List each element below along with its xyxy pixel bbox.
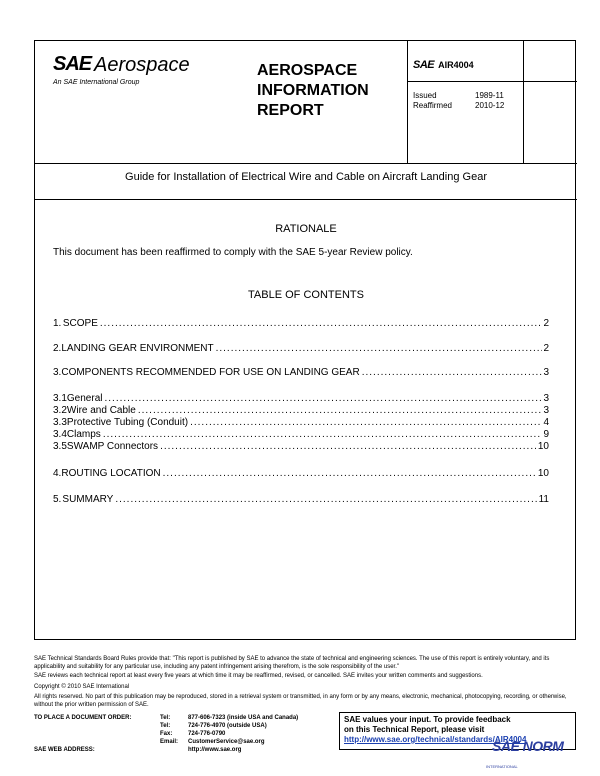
- toc-leader-dots: [160, 441, 537, 452]
- toc-entry-number: 3.3: [53, 417, 67, 428]
- sae-aerospace-logo: [35, 41, 243, 163]
- toc-entry[interactable]: [53, 343, 549, 354]
- toc-leader-dots: [362, 367, 543, 378]
- rationale-heading: RATIONALE: [275, 223, 337, 235]
- fax-label: Fax:: [160, 731, 173, 737]
- toc-leader-dots: [100, 318, 543, 329]
- toc-entry-page: 11: [538, 494, 549, 505]
- footer-rights-text: All rights reserved. No part of this publication may be reproduced, stored in a retrieval system or transmitted, in any form or by any means, electronic, mechanical, photocopying, recording, or otherwise, without the prior written permission of SAE.: [34, 694, 567, 708]
- document-number: [413, 59, 474, 71]
- footer-copyright: Copyright © 2010 SAE International: [34, 684, 130, 690]
- toc-entry[interactable]: [53, 494, 549, 505]
- web-link[interactable]: http://www.sae.org: [188, 747, 242, 753]
- toc-leader-dots: [115, 494, 537, 505]
- tel2-label: Tel:: [160, 723, 171, 729]
- toc-entry-page: 2: [543, 343, 549, 354]
- toc-entry[interactable]: [53, 367, 549, 378]
- toc-entry-label: Wire and Cable: [66, 405, 136, 416]
- logo-sae-text: SAE: [53, 53, 92, 75]
- email-label: Email:: [160, 739, 179, 745]
- report-type-line-3: REPORT: [257, 102, 324, 119]
- toc-entry-label: ROUTING LOCATION: [61, 468, 161, 479]
- reaffirmed-value: 2010-12: [475, 101, 505, 110]
- issued-label: Issued: [413, 91, 437, 100]
- toc-entry-page: 2: [543, 318, 549, 329]
- toc-entry-label: SWAMP Connectors: [66, 441, 159, 452]
- logo-tagline: An SAE International Group: [53, 79, 140, 86]
- toc-entry-page: 4: [543, 417, 549, 428]
- toc-entry[interactable]: [53, 441, 549, 452]
- web-label: SAE WEB ADDRESS:: [34, 747, 95, 753]
- toc-entry-number: 4.: [53, 468, 62, 479]
- doc-prefix: SAE: [413, 59, 435, 71]
- document-title: Guide for Installation of Electrical Wire and Cable on Aircraft Landing Gear: [125, 171, 487, 183]
- email-link[interactable]: CustomerService@sae.org: [188, 739, 265, 745]
- header-divider: [407, 41, 408, 163]
- toc-entry-page: 3: [543, 393, 549, 404]
- toc-entry[interactable]: [53, 429, 549, 440]
- toc-leader-dots: [138, 405, 543, 416]
- toc-entry-number: 2.: [53, 343, 62, 354]
- stamp-subtitle: INTERNATIONAL: [486, 764, 518, 769]
- toc-entry-label: General: [66, 393, 103, 404]
- document-frame: [34, 40, 576, 640]
- reaffirmed-label: Reaffirmed: [413, 101, 452, 110]
- footer-rules-text: SAE Technical Standards Board Rules provide that: "This report is published by SAE to advance the state of technical and engineering sciences. The use of this report is entirely voluntary, and its applicability and suitability for any particular use, including any patent infringement arising therefrom, is the sole responsibility of the user.": [34, 656, 550, 670]
- report-type: [243, 41, 409, 163]
- rationale-text: This document has been reaffirmed to comply with the SAE 5-year Review policy.: [53, 247, 413, 258]
- header-divider: [523, 41, 524, 163]
- toc-entry-number: 3.4: [53, 429, 67, 440]
- toc-entry-number: 5.: [53, 494, 62, 505]
- toc-entry-page: 10: [537, 468, 549, 479]
- toc-entry-page: 3: [543, 367, 549, 378]
- toc-entry-number: 3.2: [53, 405, 67, 416]
- doc-number: AIR4004: [438, 60, 474, 70]
- sae-norm-stamp: SAE NORM: [492, 738, 564, 754]
- tel-value: 877-606-7323 (inside USA and Canada): [188, 715, 299, 721]
- toc-entry-label: SUMMARY: [62, 494, 114, 505]
- toc-entry-label: COMPONENTS RECOMMENDED FOR USE ON LANDING GEAR: [61, 367, 360, 378]
- toc-entry[interactable]: [53, 318, 549, 329]
- toc-entry-label: SCOPE: [62, 318, 98, 329]
- header-divider: [407, 81, 577, 82]
- toc-heading: TABLE OF CONTENTS: [248, 289, 364, 301]
- feedback-line-2: on this Technical Report, please visit: [344, 725, 485, 734]
- toc-entry[interactable]: [53, 393, 549, 404]
- toc-entry[interactable]: [53, 468, 549, 479]
- toc-entry-page: 9: [543, 429, 549, 440]
- toc-entry[interactable]: [53, 417, 549, 428]
- feedback-link[interactable]: http://www.sae.org/technical/standards/AIR4004: [344, 735, 527, 744]
- toc-entry-label: Protective Tubing (Conduit): [66, 417, 189, 428]
- issued-value: 1989-11: [475, 91, 504, 100]
- toc-leader-dots: [216, 343, 543, 354]
- toc-entry-label: Clamps: [66, 429, 101, 440]
- report-type-line-2: INFORMATION: [257, 82, 369, 99]
- toc-leader-dots: [104, 393, 542, 404]
- toc-entry-number: 3.1: [53, 393, 67, 404]
- toc-entry-label: LANDING GEAR ENVIRONMENT: [61, 343, 214, 354]
- toc-entry-number: 1.: [53, 318, 62, 329]
- footer-review-text: SAE reviews each technical report at least every five years at which time it may be reaffirmed, revised, or cancelled. SAE invites your written comments and suggestions.: [34, 673, 483, 679]
- toc-leader-dots: [190, 417, 542, 428]
- feedback-line-1: SAE values your input. To provide feedback: [344, 715, 511, 724]
- toc-leader-dots: [163, 468, 537, 479]
- fax-value: 724-776-0790: [188, 731, 226, 737]
- toc-entry-page: 10: [537, 441, 549, 452]
- tel2-value: 724-776-4970 (outside USA): [188, 723, 267, 729]
- toc-leader-dots: [103, 429, 543, 440]
- header-bottom-rule: [35, 163, 577, 164]
- title-bottom-rule: [35, 199, 577, 200]
- toc-entry-page: 3: [543, 405, 549, 416]
- toc-entry-number: 3.5: [53, 441, 67, 452]
- toc-entry-number: 3.: [53, 367, 62, 378]
- logo-aerospace-text: Aerospace: [94, 54, 190, 76]
- tel-label: Tel:: [160, 715, 171, 721]
- report-type-line-1: AEROSPACE: [257, 62, 358, 79]
- order-label: TO PLACE A DOCUMENT ORDER:: [34, 715, 132, 721]
- toc-entry[interactable]: [53, 405, 549, 416]
